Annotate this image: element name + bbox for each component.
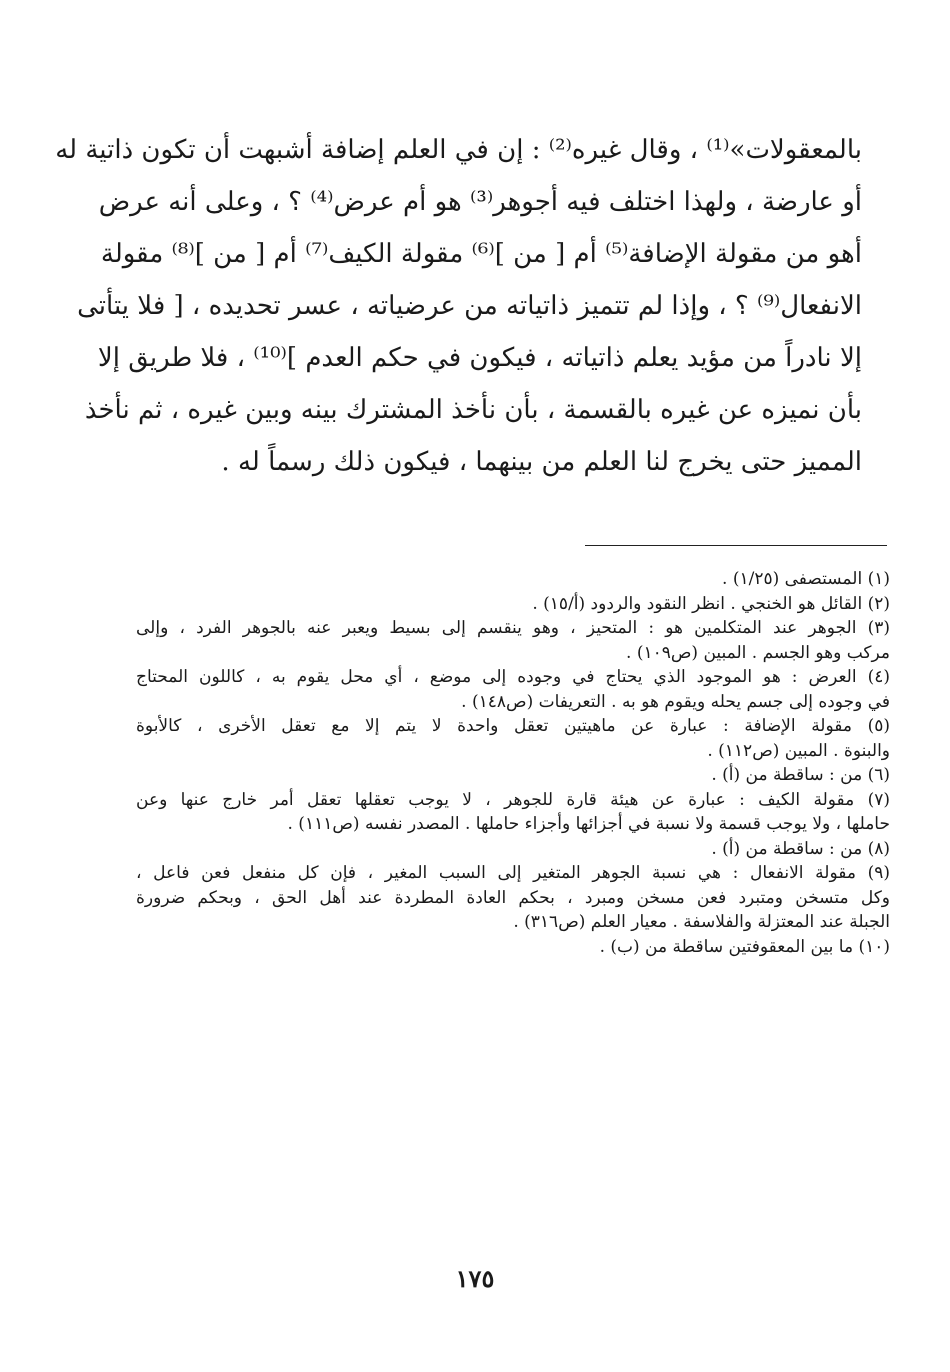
footnote-6: (٦) من : ساقطة من (أ) . — [711, 765, 890, 785]
main-text-line: المميز حتى يخرج لنا العلم من بينهما ، فيكون ذلك رسماً له . — [221, 447, 862, 477]
footnote-7-cont: حاملها ، ولا يوجب قسمة ولا نسبة في أجزائها وأجزاء حاملها . المصدر نفسه (ص١١١) . — [287, 814, 890, 834]
footnote-8: (٨) من : ساقطة من (أ) . — [711, 838, 890, 859]
footnote-7: (٧) مقولة الكيف : عبارة عن هيئة قارة للجوهر ، لا يوجب تعقلها تعقل أمر خارج عنها وعن — [136, 789, 890, 810]
footnote-4: (٤) العرض : هو الموجود الذي يحتاج في وجوده إلى موضع ، أي محل يقوم به ، كاللون المحتاج — [136, 667, 890, 687]
footnote-9-cont: وكل متسخن ومتبرد فعن مسخن ومبرد ، بحكم العادة المطردة عند أهل الحق ، وبحكم ضرورة — [136, 887, 890, 908]
footnote-2: (٢) القائل هو الخنجي . انظر النقود والردود (أ/١٥) . — [532, 593, 890, 614]
main-text-line: بالمعقولات»⁽¹⁾ ، وقال غيره⁽²⁾ : إن في العلم إضافة أشبهت أن تكون ذاتية له — [55, 135, 862, 165]
footnotes-block — [136, 568, 890, 960]
footnote-separator — [585, 545, 887, 546]
footnote-4-cont: في وجوده إلى جسم يحله ويقوم هو به . التعريفات (ص١٤٨) . — [461, 691, 890, 712]
footnote-5: (٥) مقولة الإضافة : عبارة عن ماهيتين تعقل واحدة لا يتم إلا مع تعقل الأخرى ، كالأبوة — [136, 716, 890, 736]
main-text-block — [55, 124, 862, 488]
footnote-10: (١٠) ما بين المعقوفتين ساقطة من (ب) . — [599, 936, 890, 957]
main-text-line: أهو من مقولة الإضافة⁽⁵⁾ أم [ من ]⁽⁶⁾ مقولة الكيف⁽⁷⁾ أم [ من ]⁽⁸⁾ مقولة — [100, 239, 862, 269]
page-number: ١٧٥ — [455, 1264, 495, 1293]
main-text-line: أو عارضة ، ولهذا اختلف فيه أجوهر⁽³⁾ هو أم عرض⁽⁴⁾ ؟ ، وعلى أنه عرض — [98, 187, 862, 217]
footnote-1: (١) المستصفى (١/٢٥) . — [722, 569, 890, 589]
main-text-line: الانفعال⁽⁹⁾ ؟ ، وإذا لم تتميز ذاتياته من عرضياته ، عسر تحديده ، [ فلا يتأتى — [77, 291, 862, 321]
main-text-line: بأن نميزه عن غيره بالقسمة ، بأن نأخذ المشترك بينه وبين غيره ، ثم نأخذ — [84, 395, 862, 425]
main-text-line: إلا نادراً من مؤيد يعلم ذاتياته ، فيكون في حكم العدم ]⁽¹⁰⁾ ، فلا طريق إلا — [97, 343, 862, 373]
footnote-3: (٣) الجوهر عند المتكلمين هو : المتحيز ، وهو ينقسم إلى بسيط ويعبر عنه بالجوهر الفرد ، وإلى — [136, 618, 890, 638]
footnote-5-cont: والبنوة . المبين (ص١١٢) . — [707, 740, 890, 761]
footnote-9-cont: الجبلة عند المعتزلة والفلاسفة . معيار العلم (ص٣١٦) . — [513, 912, 890, 932]
footnote-9: (٩) مقولة الانفعال : هي نسبة الجوهر المتغير إلى السبب المغير ، فإن كل منفعل فعن فاعل ، — [136, 863, 890, 883]
footnote-3-cont: مركب وهو الجسم . المبين (ص١٠٩) . — [626, 642, 890, 663]
